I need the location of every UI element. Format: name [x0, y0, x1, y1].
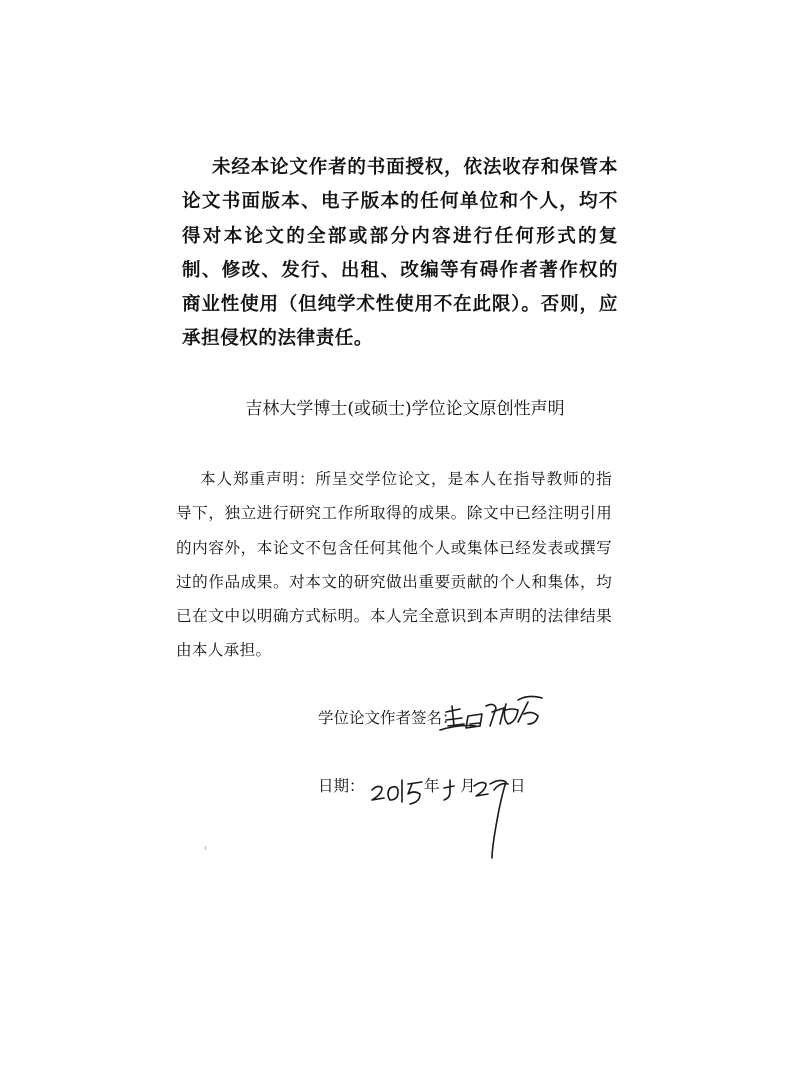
- scan-speck: [205, 846, 206, 850]
- date-label: 日期：: [318, 777, 365, 795]
- date-month-unit: 月: [460, 777, 476, 795]
- copyright-notice: 未经本论文作者的书面授权，依法收存和保管本论文书面版本、电子版本的任何单位和个人，均不得对本论文的全部或部分内容进行任何形式的复制、修改、发行、出租、改编等有碍作者著作权的商业性使用（但纯学术性使用不在此限）。否则，应承担侵权的法律责任。: [182, 157, 618, 350]
- declaration-body: 本人郑重声明：所呈交学位论文，是本人在指导教师的指导下，独立进行研究工作所取得的成果。除文中已经注明引用的内容外，本论文不包含任何其他个人或集体已经发表或撰写过的作品成果。对本文的研究做出重要贡献的个人和集体，均已在文中以明确方式标明。本人完全意识到本声明的法律结果由本人承担。: [176, 470, 612, 660]
- date-year-unit: 年: [424, 777, 440, 795]
- declaration-title: 吉林大学博士(或硕士)学位论文原创性声明: [245, 399, 565, 419]
- date-line: [318, 774, 526, 798]
- signature-line: [318, 706, 458, 730]
- date-day-unit: 日: [510, 777, 526, 795]
- handwritten-date: [372, 780, 508, 858]
- signature-label: 学位论文作者签名：: [318, 709, 458, 727]
